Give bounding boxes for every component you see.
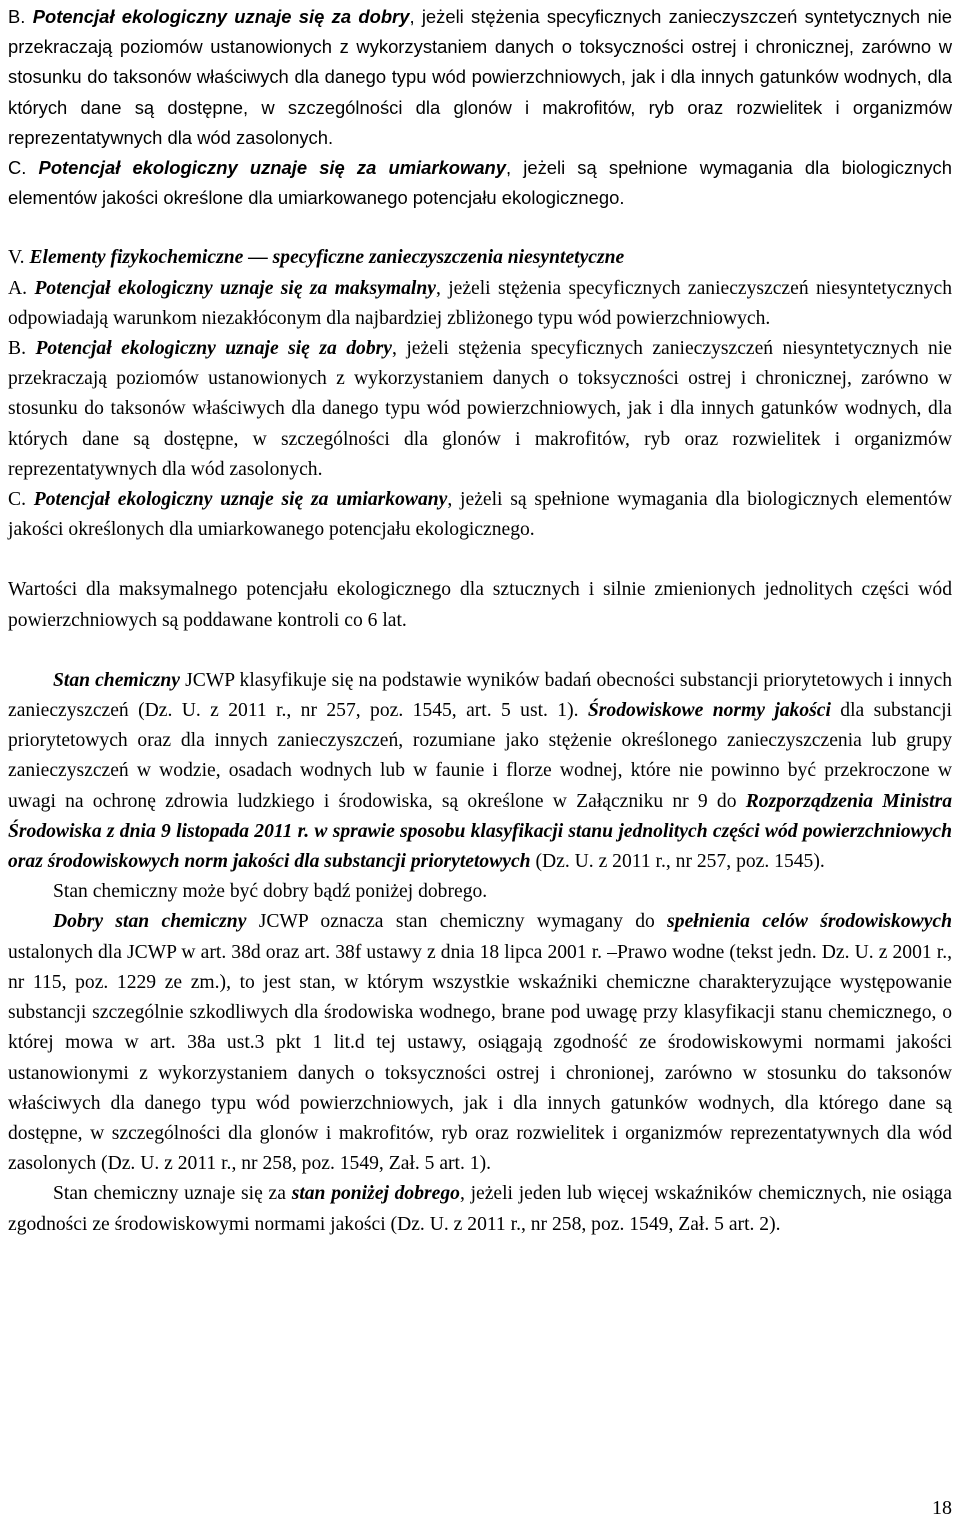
section-letter: B. (8, 6, 26, 27)
paragraph-max-values: Wartości dla maksymalnego potencjału ekologicznego dla sztucznych i silnie zmienionych jednolitych części wód powierzchniowych są poddawane kontroli co 6 lat. (8, 579, 952, 631)
spacer (8, 545, 952, 575)
section-c-nonsynthetic (8, 485, 952, 545)
heading-text: Elementy fizykochemiczne — specyficzne zanieczyszczenia niesyntetyczne (29, 247, 625, 269)
paragraph-good-or-below: Stan chemiczny może być dobry bądź poniżej dobrego. (53, 881, 488, 903)
section-title: Potencjał ekologiczny uznaje się za dobry (35, 338, 392, 360)
paragraph-text: JCWP oznacza stan chemiczny wymagany do (246, 911, 668, 933)
paragraph-text: JCWP klasyfikuje się na podstawie wyników badań obecności substancji priorytetowych i innych zanieczyszczeń (Dz. U. z 2011 r., nr 257, poz. 1545, art. 5 ust. 1). (8, 669, 953, 722)
serif-block (8, 213, 952, 1239)
paragraph-text: , jeżeli jeden lub więcej wskaźników chemicznych, nie osiąga zgodności ze środowiskowymi normami jakości (Dz. U. z 2011 r., nr 258, poz. 1549, Zał. 5 art. 2). (8, 1183, 952, 1235)
regulation-title: Rozporządzenia Ministra Środowiska z dnia 9 listopada 2011 r. w sprawie sposobu klasyfikacji stanu jednolitych części wód powierzchniowych oraz środowiskowych norm jakości dla substancji priorytetowych (8, 790, 953, 873)
section-text: , jeżeli stężenia specyficznych zanieczyszczeń syntetycznych nie przekraczają poziomów ustanowionych z wykorzystaniem danych o toksyczności ostrej i chronicznej, zarówno w stosunku do taksonów właściwych dla danego typu wód powierzchniowych, jak i dla innych gatunków wodnych, dla których dane są dostępne, w szczególności dla glonów i makrofitów, ryb oraz rozwielitek i organizmów reprezentatywnych dla wód zasolonych. (8, 6, 952, 148)
heading-v (8, 243, 952, 273)
page-number: 18 (932, 1497, 952, 1519)
paragraph-ponizej-dobrego (8, 1179, 952, 1239)
paragraph-text: dla substancji priorytetowych oraz dla innych zanieczyszczeń, rozumiane jako stężenie określonego zanieczyszczenia lub grupy zanieczyszczeń w wodzie, osadach wodnych lub w faunie i florze wodnej, które nie powinno być przekroczone w uwagi na ochronę zdrowia ludzkiego i środowiska, są określone w Załączniku nr 9 do (8, 700, 952, 812)
section-text: , jeżeli są spełnione wymagania dla biologicznych elementów jakości określone dla umiarkowanego potencjału ekologicznego. (8, 157, 952, 209)
paragraph-text: (Dz. U. z 2011 r., nr 257, poz. 1545). (530, 851, 825, 873)
section-letter: B. (8, 338, 26, 360)
section-letter: C. (8, 157, 27, 179)
paragraph-text: ustalonych dla JCWP w art. 38d oraz art. 38f ustawy z dnia 18 lipca 2001 r. –Prawo wodne (tekst jedn. Dz. U. z 2001 r., nr 115, poz. 1229 ze zm.), to jest stan, w którym wszystkie wskaźniki chemiczne charakteryzujące występowanie substancji szczególnie szkodliwych dla środowiska wodnego, brane pod uwagę przy klasyfikacji stanu chemicznego, o której mowa w art. 38a ust.3 pkt 1 lit.d tej ustawy, osiągają zgodność ze środowiskowymi normami jakości ustanowionymi z wykorzystaniem danych o toksyczności ostrej i chronionej, zarówno w stosunku do taksonów właściwych dla danego typu wód powierzchniowych, jak i dla innych gatunków wodnych, dla którego dane są dostępne, w szczególności dla glonów i makrofitów, ryb oraz rozwielitek i organizmów reprezentatywnych dla wód zasolonych (Dz. U. z 2011 r., nr 258, poz. 1549, Zał. 5 art. 1). (8, 941, 952, 1175)
paragraph-stan-chemiczny (8, 666, 952, 877)
document-page (8, 2, 952, 1240)
sans-block (8, 2, 952, 213)
section-letter: A. (8, 277, 28, 299)
term-dobry-stan: Dobry stan chemiczny (53, 911, 247, 933)
section-text: , jeżeli stężenia specyficznych zanieczyszczeń niesyntetycznych odpowiadają warunkom niezakłóconym dla najbardziej zbliżonego typu wód powierzchniowych. (8, 277, 953, 329)
heading-numeral: V. (8, 247, 25, 269)
section-title: Potencjał ekologiczny uznaje się za umiarkowany (33, 489, 448, 511)
term-ponizej-dobrego: stan poniżej dobrego (291, 1183, 460, 1205)
term-cele-srodowiskowe: spełnienia celów środowiskowych (667, 911, 952, 933)
section-b-nonsynthetic (8, 334, 952, 485)
spacer (8, 636, 952, 666)
paragraph-text: Stan chemiczny uznaje się za (53, 1183, 292, 1205)
paragraph-dobry-stan (8, 907, 952, 1179)
section-title: Potencjał ekologiczny uznaje się za umiarkowany (38, 157, 507, 179)
section-text: , jeżeli stężenia specyficznych zanieczyszczeń niesyntetycznych nie przekraczają poziomów ustanowionych z wykorzystaniem danych o toksyczności ostrej i chronicznej, zarówno w stosunku do taksonów właściwych dla danego typu wód powierzchniowych, jak i dla innych gatunków wodnych, dla których dane są dostępne, w szczególności dla glonów i makrofitów, ryb oraz rozwielitek i organizmów reprezentatywnych dla wód zasolonych. (8, 338, 952, 480)
section-c-synthetic (8, 153, 952, 213)
section-a-nonsynthetic (8, 274, 952, 334)
term-normy-jakosci: Środowiskowe normy jakości (587, 700, 831, 722)
section-title: Potencjał ekologiczny uznaje się za dobry (32, 6, 410, 27)
section-title: Potencjał ekologiczny uznaje się za maksymalny (34, 277, 436, 299)
spacer (8, 213, 952, 243)
section-b-synthetic (8, 2, 952, 153)
term-stan-chemiczny: Stan chemiczny (53, 669, 181, 691)
section-letter: C. (8, 489, 26, 511)
section-text: , jeżeli są spełnione wymagania dla biologicznych elementów jakości określonych dla umiarkowanego potencjału ekologicznego. (8, 489, 952, 541)
